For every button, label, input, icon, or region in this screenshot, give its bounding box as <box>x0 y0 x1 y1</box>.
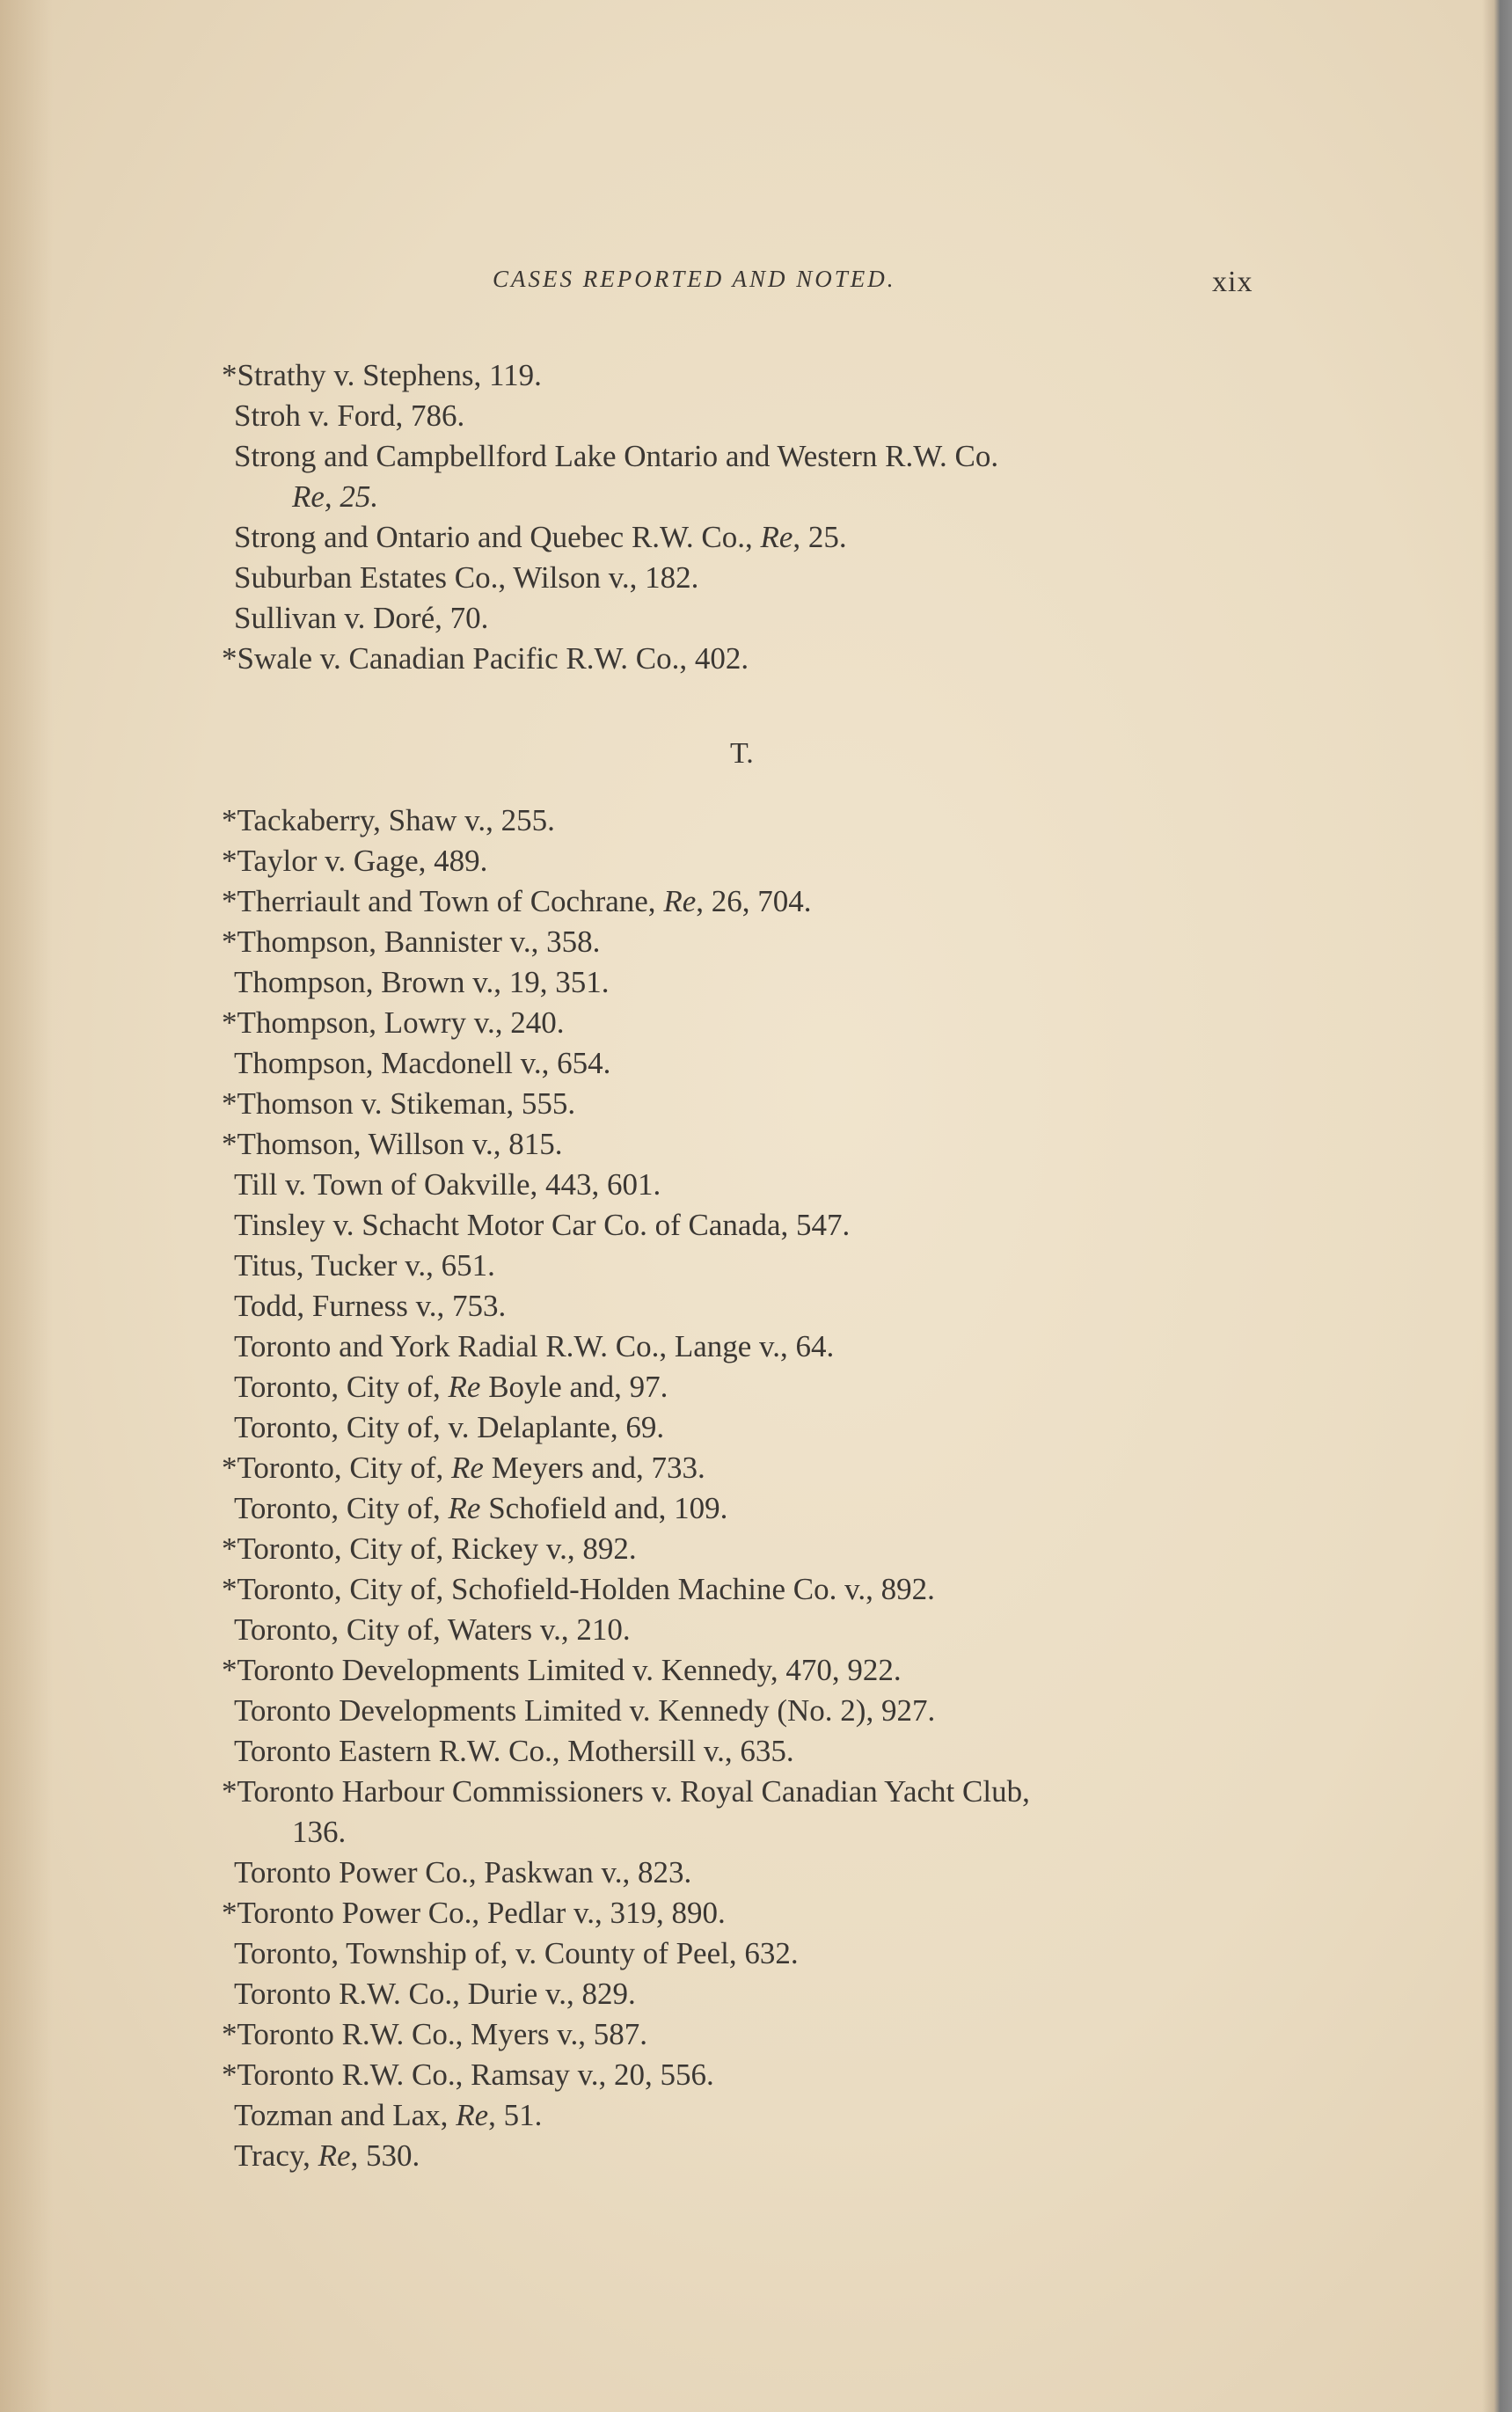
index-entry: Suburban Estates Co., Wilson v., 182. <box>234 560 699 595</box>
index-entry: Stroh v. Ford, 786. <box>234 398 465 433</box>
index-entry: *Toronto R.W. Co., Ramsay v., 20, 556. <box>222 2058 714 2092</box>
index-entry: Toronto, City of, Waters v., 210. <box>234 1612 631 1647</box>
index-entry: *Therriault and Town of Cochrane, Re, 26, 704. <box>222 884 812 918</box>
index-entry: Toronto, City of, v. Delaplante, 69. <box>234 1410 665 1444</box>
index-entry: *Toronto Developments Limited v. Kennedy, 470, 922. <box>222 1653 902 1687</box>
index-entry: *Taylor v. Gage, 489. <box>222 844 488 878</box>
index-entry: Toronto and York Radial R.W. Co., Lange v., 64. <box>234 1329 835 1363</box>
index-entry: Till v. Town of Oakville, 443, 601. <box>234 1167 661 1202</box>
index-entry: *Toronto, City of, Re Meyers and, 733. <box>222 1451 705 1485</box>
index-entry: *Swale v. Canadian Pacific R.W. Co., 402. <box>222 641 749 676</box>
index-entry: Toronto Power Co., Paskwan v., 823. <box>234 1855 692 1889</box>
index-entry: *Thomson v. Stikeman, 555. <box>222 1086 576 1121</box>
index-entry: Sullivan v. Doré, 70. <box>234 601 489 635</box>
index-entry: Toronto R.W. Co., Durie v., 829. <box>234 1977 636 2011</box>
index-entry: Toronto Eastern R.W. Co., Mothersill v., 635. <box>234 1734 794 1768</box>
index-entry: *Thompson, Bannister v., 358. <box>222 925 601 959</box>
section-heading: T. <box>730 737 754 770</box>
index-entry: Strong and Campbellford Lake Ontario and Western R.W. Co. <box>234 439 999 473</box>
index-entry: *Toronto R.W. Co., Myers v., 587. <box>222 2017 647 2051</box>
index-entry: *Toronto, City of, Schofield-Holden Machine Co. v., 892. <box>222 1572 935 1606</box>
index-entry: Toronto, City of, Re Schofield and, 109. <box>234 1491 728 1525</box>
index-entry: Strong and Ontario and Quebec R.W. Co., Re, 25. <box>234 520 847 554</box>
index-entry: Toronto, City of, Re Boyle and, 97. <box>234 1370 668 1404</box>
index-entry: Tozman and Lax, Re, 51. <box>234 2098 543 2132</box>
index-entry: *Thomson, Willson v., 815. <box>222 1127 563 1161</box>
running-head: CASES REPORTED AND NOTED. <box>493 266 896 292</box>
index-entry: Thompson, Macdonell v., 654. <box>234 1046 611 1080</box>
index-entry-continuation: 136. <box>292 1815 347 1849</box>
index-entry: *Tackaberry, Shaw v., 255. <box>222 803 555 837</box>
index-entry: *Strathy v. Stephens, 119. <box>222 358 542 392</box>
index-entry: *Thompson, Lowry v., 240. <box>222 1005 565 1040</box>
index-entry: Tinsley v. Schacht Motor Car Co. of Canada, 547. <box>234 1208 851 1242</box>
page-number: xix <box>1212 266 1253 298</box>
index-entry-continuation: Re, 25. <box>292 479 379 514</box>
index-entry: Titus, Tucker v., 651. <box>234 1248 495 1283</box>
index-entry: Tracy, Re, 530. <box>234 2138 420 2173</box>
index-entry: *Toronto Harbour Commissioners v. Royal Canadian Yacht Club, <box>222 1774 1030 1809</box>
index-entry: Thompson, Brown v., 19, 351. <box>234 965 610 999</box>
index-entry: Toronto, Township of, v. County of Peel, 632. <box>234 1936 799 1970</box>
index-entry: *Toronto Power Co., Pedlar v., 319, 890. <box>222 1896 726 1930</box>
index-entry: Todd, Furness v., 753. <box>234 1289 507 1323</box>
index-entry: Toronto Developments Limited v. Kennedy (No. 2), 927. <box>234 1693 936 1728</box>
index-entry: *Toronto, City of, Rickey v., 892. <box>222 1531 637 1566</box>
